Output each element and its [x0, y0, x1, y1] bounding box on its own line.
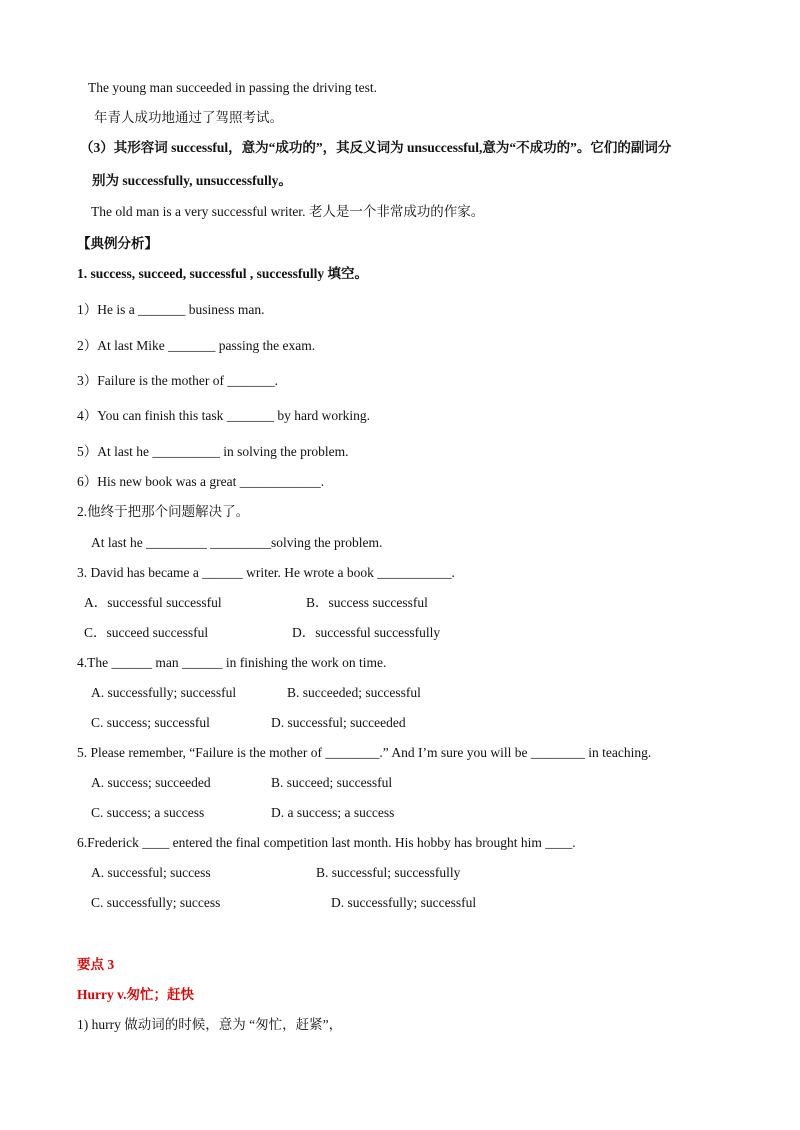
question-5-title: 5. Please remember, “Failure is the mother of ________.” And I’m sure you will be ________ in teaching. [77, 745, 652, 760]
question-4-title: 4.The ______ man ______ in finishing the work on time. [77, 655, 387, 670]
question-6-option-a: A. successful; success [91, 865, 211, 880]
question-5-option-d: D. a success; a success [271, 805, 395, 820]
question-1-item-1: 1）He is a _______ business man. [77, 302, 265, 317]
example-sentence-2: The old man is a very successful writer. 老人是一个非常成功的作家。 [91, 204, 485, 219]
question-3-option-a: A．successful successful [84, 595, 222, 610]
example-english: The young man succeeded in passing the driving test. [88, 80, 378, 95]
question-6-option-b: B. successful; successfully [316, 865, 461, 880]
question-3-option-d: D．successful successfully [292, 625, 441, 640]
question-4-option-c: C. success; successful [91, 715, 210, 730]
question-3-option-b: B．success successful [306, 595, 428, 610]
point-3-line-1: （3）其形容词 successful，意为“成功的”，其反义词为 unsuccessful,意为“不成功的”。它们的副词分 [80, 140, 672, 155]
question-2-title: 2.他终于把那个问题解决了。 [77, 504, 250, 519]
question-5-option-a: A. success; succeeded [91, 775, 211, 790]
question-3-option-c: C．succeed successful [84, 625, 209, 640]
example-chinese: 年青人成功地通过了驾照考试。 [94, 110, 283, 125]
hurry-explanation-1: 1) hurry 做动词的时候，意为 “匆忙，赶紧”， [77, 1017, 343, 1032]
key-point-3-heading: 要点 3 [77, 957, 115, 972]
question-6-title: 6.Frederick ____ entered the final competition last month. His hobby has brought him ____. [77, 835, 576, 850]
question-1-title: 1. success, succeed, successful , successfully 填空。 [77, 266, 368, 281]
question-1-item-6: 6）His new book was a great ____________. [77, 474, 325, 489]
question-1-item-4: 4）You can finish this task _______ by hard working. [77, 408, 370, 423]
section-title-examples: 【典例分析】 [77, 236, 158, 251]
question-4-option-a: A. successfully; successful [91, 685, 237, 700]
question-1-item-2: 2）At last Mike _______ passing the exam. [77, 338, 316, 353]
question-3-title: 3. David has became a ______ writer. He wrote a book ___________. [77, 565, 455, 580]
question-6-option-d: D. successfully; successful [331, 895, 477, 910]
question-5-option-c: C. success; a success [91, 805, 205, 820]
hurry-heading: Hurry v.匆忙；赶快 [77, 987, 194, 1002]
question-6-option-c: C. successfully; success [91, 895, 221, 910]
question-4-option-b: B. succeeded; successful [287, 685, 421, 700]
question-1-item-5: 5）At last he __________ in solving the problem. [77, 444, 349, 459]
question-4-option-d: D. successful; succeeded [271, 715, 406, 730]
question-5-option-b: B. succeed; successful [271, 775, 393, 790]
question-2-line: At last he _________ _________solving the problem. [91, 535, 383, 550]
point-3-line-2: 别为 successfully, unsuccessfully。 [92, 173, 292, 188]
question-1-item-3: 3）Failure is the mother of _______. [77, 373, 278, 388]
